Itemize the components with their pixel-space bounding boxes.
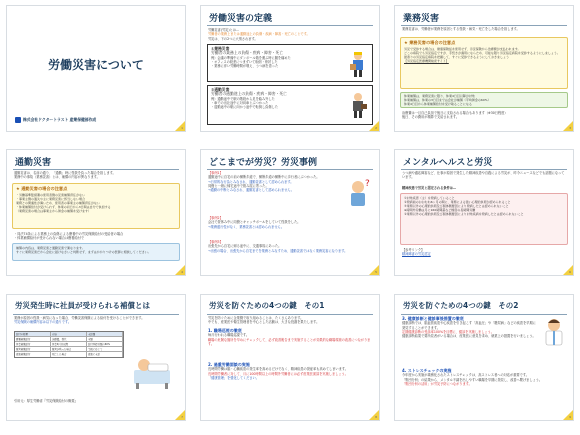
case3-line1: 出張先から自宅に帰る途中に、交通事故にあった。	[208, 244, 282, 249]
page-corner-decoration	[563, 265, 573, 275]
case2-line2: →業務遂行性がなく、業務災害とは認められません。	[208, 224, 285, 229]
lead-line1: 通勤災害は、名前の通り、「通勤」時に怪我を負った場合を指します。	[14, 171, 116, 175]
page-corner-decoration	[369, 121, 379, 131]
table-cell: 死亡した場合	[51, 352, 87, 357]
slide-title: 業務災害	[403, 14, 440, 24]
notice-box	[400, 37, 568, 89]
tail-line1: 治療費は一旦自己負担で後日に支給される場合もあります（※30日程度）	[402, 111, 508, 115]
slide-tail	[402, 111, 566, 120]
case2-label: 【事例2】	[208, 216, 223, 220]
lead-line2: 業務中の事故（業務災害）とは、補償の内容が異なります。	[14, 175, 100, 180]
case1-line3: 同僚と一緒に帰宅途中で飲み屋に寄った。	[208, 183, 269, 188]
slide-title: 労災を防ぐための4つの鍵 その1	[209, 301, 325, 310]
title-divider	[13, 169, 179, 170]
slide-title: どこまでが労災？労災事例	[209, 158, 318, 168]
slide-lead	[14, 171, 178, 180]
company-logo-icon	[15, 117, 21, 123]
case1-line4: →通勤の中断とみなされ、通勤災害として認められません。	[208, 188, 294, 193]
notice-line3: 最寄りの労災指定病院を把握して、すぐに受診できるようにしておきましょう	[404, 55, 509, 59]
table-header-cell: 内容	[51, 332, 87, 336]
case1-label: 【事例1】	[208, 171, 223, 175]
notice-line2: ・事業主側の過失や主に業務災害に該当しない場合	[16, 197, 86, 201]
slide-lead	[14, 316, 178, 325]
doctor-illustration-icon	[541, 317, 567, 347]
reference-label: 【参考リンク】	[402, 248, 425, 252]
page-corner-decoration	[369, 265, 379, 275]
slide-title: 労災発生時に社員が受けられる補償とは	[15, 301, 150, 310]
reference-link[interactable]: 精神障害の労災認定	[402, 252, 431, 257]
key4-section	[402, 369, 566, 386]
key4-heading: 4. ストレスチェックの実施	[402, 368, 452, 373]
star-icon: ★	[16, 186, 20, 191]
definition-box-occupational	[207, 44, 373, 82]
notice-line1: ・労働基準監督署の使用者側の災害補償責任がない	[16, 193, 86, 197]
slide-prevention-keys-1[interactable]	[200, 294, 380, 421]
table-header-cell: 給付の種類	[15, 332, 51, 336]
criteria-heading: 精神疾患で労災と認定される条件は…	[402, 186, 457, 190]
criteria-4: ②業務以外の心理的負荷及び個体側要因により対象疾病を発病したとは認められないこと	[404, 212, 524, 216]
table-header-cell: 支給額	[87, 332, 123, 336]
key4-line2: 「集団分析」の結果から、メンタル不調を出しやすい職場を早期に発見し、改善へ繋げましょう。	[402, 377, 543, 382]
notice-box-head	[13, 184, 179, 193]
intro-line: 労働災害(労災)とは…	[208, 28, 240, 32]
criteria-1: ①対象疾患（主）を発病していること	[404, 196, 455, 200]
key3-line1: 健康診断では、脳血管疾患や心疾患を引き起こす「高血圧」や「糖尿病」などの疾患を早期に発見することができます。	[402, 321, 536, 330]
page-corner-decoration	[563, 121, 573, 131]
lead-line1: 業務が原因の怪我・病気になった場合、労働災害保険による給付を受けることができます。	[14, 316, 145, 320]
page-number: 3	[569, 126, 571, 130]
notice-line1: 労災で受診する場合は、健康保険証を使用せず、労災保険から治療費が支払われます。	[404, 47, 521, 51]
item2-head: ②通勤災害	[211, 87, 230, 92]
criteria-box	[400, 193, 568, 245]
commuter-illustration-icon	[347, 91, 369, 119]
worker-illustration-icon	[347, 50, 369, 78]
title-divider	[401, 314, 567, 315]
page-number: 5	[375, 270, 377, 274]
item1-example2: ・オフィスの段差につまずいて転倒・骨折した	[211, 59, 278, 64]
benefits-table	[14, 331, 124, 358]
notice-line5: （業務災害の場合は事業主から賃金の補償を受けます）	[16, 209, 92, 213]
item1-example1: 例）会議の準備中にダンボール箱を運ぶ時に腰を痛めた	[211, 55, 291, 60]
page-number: 7	[181, 415, 183, 419]
company-name: 株式会社ドクタートラスト 産業保健部作成	[23, 117, 97, 122]
table-cell: 休業4日目以降	[51, 342, 87, 346]
title-divider	[401, 169, 567, 170]
cover-title: 労働災害について	[48, 58, 144, 72]
key2-line3: 「健康管理」を強化してください。	[208, 375, 259, 380]
slide-cases[interactable]	[200, 149, 380, 276]
key2-heading: 2. 過重労働面談の実施	[208, 362, 250, 367]
item1-body: 労働者の業務上の負傷・疾病・障害・死亡	[211, 50, 284, 56]
key2-line2: 長時間労働者に対して、月に100時間以上の時間外労働者には必ず産業医面談を実施しましょう。	[208, 371, 348, 376]
key1-section	[208, 329, 372, 346]
slide-commuting[interactable]	[6, 149, 186, 276]
reference-links	[402, 248, 566, 257]
item2-body: 労働者の通勤途上の負傷・疾病・障害・死亡	[211, 91, 287, 97]
item1-head: ①業務災害	[211, 46, 230, 51]
key1-heading: 1. 職場巡視の徹底	[208, 328, 242, 333]
note-line1: 補償の内容は、業務災害と通勤災害で異なります。	[16, 246, 85, 250]
title-divider	[401, 25, 567, 26]
notice-line2: どこの病院でも労災指定ですが、手続きが適用にならため、可能な限り労災指定病院を受診するようにしましょう。	[404, 51, 560, 55]
slide-lead: 業務災害は、労働者が業務を原因とする怪我・病気・死亡をした場合を指します。	[402, 27, 520, 31]
case2	[208, 216, 372, 229]
page-corner-decoration	[369, 410, 379, 420]
slide-lead: うつ病や適応障害など、仕事が原因で発生した精神疾患や自殺による労災が、昨今ニュースなどでも話題になっています。	[402, 171, 565, 180]
key1-line1: 毎月行われる職場巡視です。	[208, 333, 250, 338]
page-corner-decoration	[175, 410, 185, 420]
criteria-2: ②発病前のおおむね6ヶ月の間に、業務による強い心理的負荷が認められること	[404, 200, 511, 204]
key2-section	[208, 363, 372, 380]
key3-line3: 健康診断結果で要所見者がいる場合は、産業医に意見を求め、就業上の措置を行いましょう。	[402, 334, 536, 339]
case2-line1: 会社で昼休み中に同僚とキャッチボールをしていて怪我をした。	[208, 220, 301, 225]
key2-line1: 長時間労働は脳・心臓疾患の発生率を高めるだけでなく、精神疾患の発症率も高めてしまいます。	[208, 367, 348, 372]
slide-cover[interactable]	[6, 5, 186, 132]
svg-text:?: ?	[365, 179, 370, 189]
note-line2: すぐに業務災害だから会社に届けなさいと判断せず、まずはかかりつけの医師に相談してください。	[16, 250, 151, 254]
slide-lead	[208, 316, 372, 325]
page-corner-decoration	[175, 265, 185, 275]
slide-title: 労働災害の定義	[209, 14, 273, 24]
definition-box-commuting	[207, 85, 373, 125]
case1	[208, 171, 341, 192]
title-divider	[207, 169, 373, 170]
company-row	[15, 117, 96, 123]
case1-line1: 通勤途中に自宅の前の横断歩道で、横断歩道の横断中に歩行者にぶつかった。	[208, 175, 320, 180]
notice-box-head	[401, 38, 567, 47]
question-figure-icon	[343, 178, 373, 208]
table-cell: 遺族に支給	[87, 352, 123, 357]
slide-compensation[interactable]	[6, 294, 186, 421]
page-number: 6	[569, 270, 571, 274]
leave-line3: 休業4日目から休業補償給付を受け取ることになる	[404, 102, 472, 106]
note-box	[12, 243, 180, 261]
slide-title: 労災を防ぐための4つの鍵 その2	[403, 301, 519, 310]
patient-illustration-icon	[132, 345, 172, 390]
item1-example3: ・業務に伴い労働時間が増え、うつ病を患った	[211, 64, 279, 69]
page-number: 2	[375, 126, 377, 130]
case3-label: 【事例3】	[208, 240, 223, 244]
table-cell: 給付基礎日額の60%	[87, 342, 123, 346]
notice-head-text: 通勤災害の場合の注意点	[21, 186, 68, 191]
key4-line1: 今年度から実施が義務化されたストレスチェックは、高ストレス者への対応が重要です。	[402, 373, 529, 378]
key3-line2: 定期健康診断の受診率100%を目標に、健診を実施しましょう。	[402, 329, 494, 334]
case1-line2: →日常的な行為とみなされ、通勤災害として認められます。	[208, 179, 294, 184]
slide-occupational[interactable]	[394, 5, 574, 132]
source-note: 引用元：厚生労働省『労災保険給付の概要』	[14, 399, 78, 403]
table-cell: 等級に応じて	[87, 347, 123, 351]
item2-example2: ・車での出社途中に対向車とぶつかった	[211, 100, 269, 105]
tail-line2: 後日、その費用が精算で支給されます。	[402, 115, 460, 120]
criteria-note: ※時間外労働は月に160時間超など極度の長時間労働	[404, 208, 476, 212]
page-number: 4	[181, 270, 183, 274]
slide-prevention-keys-2[interactable]	[394, 294, 574, 421]
page-number: 9	[569, 415, 571, 419]
slide-mental-health[interactable]	[394, 149, 574, 276]
lead-line2: 労災保険の補償内容は以下の通りです。	[14, 320, 72, 325]
item2-example3: ・退勤途中の駅に向かう途中で転倒し負傷した	[211, 105, 278, 110]
slide-intro	[208, 28, 372, 41]
leave-box	[400, 92, 568, 108]
table-cell: 遺族補償給付	[15, 352, 51, 357]
title-divider	[207, 25, 373, 26]
slide-title: 通勤災害	[15, 158, 52, 168]
table-cell: 障害が残った場合	[51, 347, 87, 351]
leave-line2: 休業補償は、休業の3日目までは会社が補償（平均賃金の60%）	[404, 98, 491, 102]
table-cell: 全額	[87, 337, 123, 341]
notice-head-text: 業務災害の場合の注意点	[409, 40, 456, 45]
table-cell: 障害補償給付	[15, 347, 51, 351]
criteria-3: ③業務以外の心理的負荷及び個体側要因により発病したとは認められないこと	[404, 204, 509, 208]
item2-example1: 例）通勤途中で駅の階段から足を踏み外した	[211, 96, 275, 101]
intro-definition: 労働者の業務上または通勤途上の負傷・疾病・障害・死亡のことです。	[208, 32, 310, 37]
slide-definition[interactable]	[200, 5, 380, 132]
star-icon: ★	[404, 40, 408, 45]
extra-notes	[14, 232, 178, 241]
page-number: 1	[181, 126, 183, 130]
page-corner-decoration	[175, 121, 185, 131]
extra-line2: ・休業補償給付が受けられない場合は療養給付で	[14, 236, 85, 241]
key4-line3: 「集団分析の活用」が労災予防につながります。	[402, 381, 472, 386]
slide-title: メンタルヘルスと労災	[403, 158, 493, 168]
key3-section	[402, 317, 539, 338]
title-divider	[13, 314, 179, 315]
table-cell: 休業補償給付	[15, 342, 51, 346]
notice-line3: 業務との関連性が薄いため、使用者の事業主の補償責任がない	[16, 201, 100, 205]
extra-line1: ・同法74条による業務上の負傷による療養中の労災保険給付の受給者の場合	[14, 232, 124, 236]
notice-link[interactable]: 【労災指定医療機関検索サイト】	[404, 59, 449, 63]
table-row	[15, 352, 123, 357]
lead-line2: 中でも、産業医や衛生管理者を中心とした活動は、大きな役割を果たします。	[208, 320, 320, 325]
notice-line4: ・休業補償給付が受けられず、休業の初日から3日間は自分で負担する	[16, 205, 111, 209]
intro-note: 労災は、下の2つに大別されます。	[208, 36, 258, 41]
key3-heading: 3. 健康診断と健診事後措置の徹底	[402, 316, 464, 321]
table-cell: 治療費、薬代	[51, 337, 87, 341]
leave-line1: 休業補償は、業務災害に限り、休業4日目以降が対象	[404, 94, 475, 98]
page-number: 8	[375, 415, 377, 419]
case3	[208, 240, 372, 253]
lead-line1: 労災を防ぐために企業側で取り組めることは、たくさんあります。	[208, 316, 304, 320]
title-divider	[207, 314, 373, 315]
key1-line2: 職場の危険な箇所を早めにチェックして、必ず改善報告まで実施することが効果的な職場環境の改善につながります。	[208, 337, 371, 346]
page-corner-decoration	[563, 410, 573, 420]
notice-box	[12, 183, 180, 229]
case3-line2: →出張の場合、出張先から自宅までを業務とみなすため、通勤災害ではなく業務災害になります。	[208, 248, 348, 253]
table-cell: 療養補償給付	[15, 337, 51, 341]
